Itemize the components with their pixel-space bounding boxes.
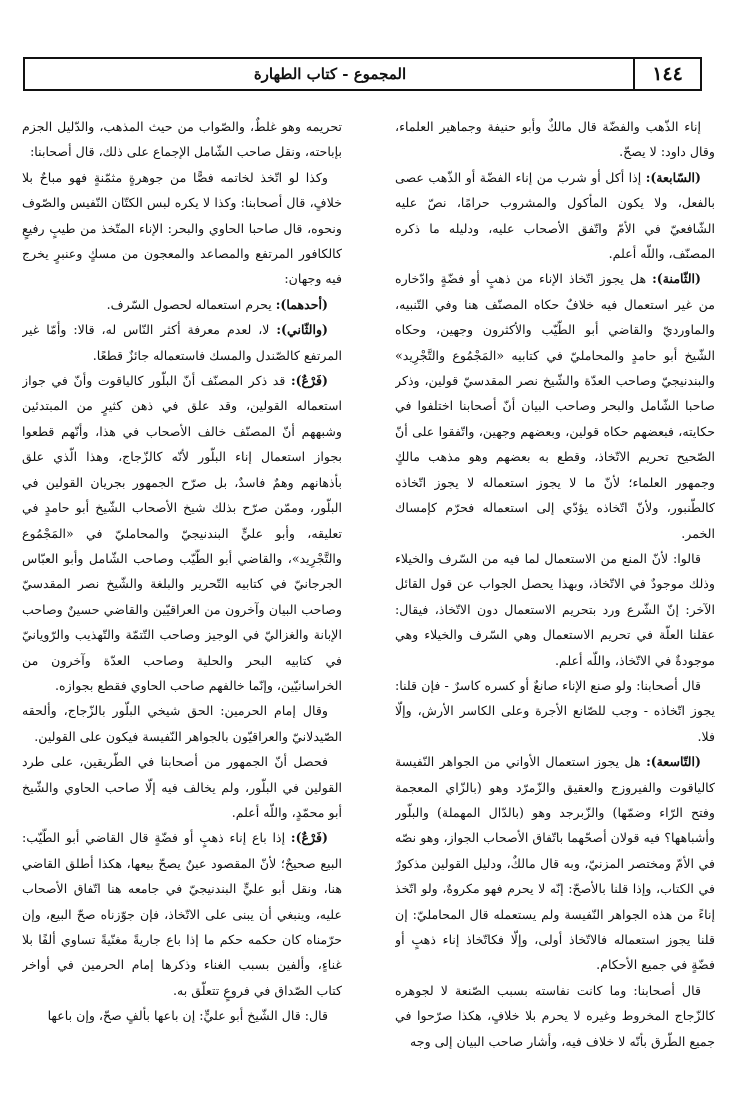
page-number: ١٤٤ [633,59,700,89]
section-label: (التّاسعة): [646,754,701,770]
paragraph-text: قال أصحابنا: وما كانت نفاسته بسبب الصّنعة لا لجوهره كالزّجاج المخروط وغيره لا يحرم بلا خلافٍ، هكذا صرّحوا في جميع الطّرق بأنّه لا خلاف فيه، وأشار صاحب البيان إلى وجه [395,982,715,1049]
paragraph [395,165,715,267]
paragraph-text: إذا باع إناء ذهبٍ أو فضّةٍ قال القاضي أبو الطّيّب: البيع صحيحٌ؛ لأنّ المقصود عينٌ يصحّ بيعها، هكذا أطلق القاضي هنا، ونقل أبو عليٍّ البندنيجيّ في جامعه هنا اتّفاق الأصحاب عليه، وينبغي أن يبنى على الاتّخاذ، فإن جوّزناه صحّ البيع، وإن حرّمناه كان حكمه حكم ما إذا باع جاريةً مغنّيةً تساوي ألفًا بلا غناءٍ، وألفين بسبب الغناء وذكرها إمام الحرمين في أواخر كتاب الصّداق في فروعٍ تتعلّق به. [22,830,342,998]
paragraph [22,317,342,368]
paragraph [22,698,342,749]
paragraph-text: يحرم استعماله لحصول السّرف. [106,296,272,312]
paragraph [395,114,715,165]
paragraph-text: إناء الذّهب والفضّة قال مالكٌ وأبو حنيفة وجماهير العلماء، وقال داود: لا يصحّ. [395,119,715,160]
section-label: (فَرْعٌ): [290,830,328,846]
running-title: المجموع - كتاب الطهارة [253,65,407,83]
paragraph-text: وقال إمام الحرمين: الحق شيخي البلّور بالزّجاج، وألحقه الصّيدلانيّ والعراقيّون بالجواهر النّفيسة فيكون على القولين. [22,703,342,744]
paragraph-text: فحصل أنّ الجمهور من أصحابنا في الطّريقين، على طرد القولين في البلّور، ولم يخالف فيه إلّا صاحب الحاوي والشّيخ أبو محمّدٍ، واللّه أعلم. [22,754,342,820]
paragraph-text: قال أصحابنا: ولو صنع الإناء صانعٌ أو كسره كاسرٌ - فإن قلنا: يجوز اتّخاذه - وجب للصّانع الأجرة وعلى الكاسر الأرش، وإلّا فلا. [395,677,715,744]
running-header [23,57,702,91]
paragraph [395,978,715,1054]
paragraph [22,749,342,825]
paragraph-text: وكذا لو اتّخذ لخاتمه فصًّا من جوهرةٍ مثمّنةٍ فهو مباحٌ بلا خلافٍ، قال أصحابنا: وكذا لا يكره لبس الكتّان النّفيس والصّوف ونحوه، قال صاحبا الحاوي والبحر: الإناء المتّخذ من طيبٍ رفيعٍ كالكافور المرتفع والمصاعد والمعجون من مسكٍ وعنبرٍ يخرج فيه وجهان: [22,169,342,287]
paragraph [22,165,342,292]
left-text-column [22,114,342,1104]
paragraph-text: قال: قال الشّيخ أبو عليٍّ: إن باعها بألفٍ صحّ، وإن باعها [47,1008,328,1024]
paragraph [395,546,715,673]
section-label: (أحدهما): [275,296,328,312]
section-label: (والثّاني): [276,322,328,338]
paragraph [22,368,342,698]
paragraph-text: لا، لعدم معرفة أكثر النّاس له، قالا: وأمّا غير المرتفع كالصّندل والمسك فاستعماله جائزٌ قطعًا. [22,322,342,363]
paragraph [395,673,715,749]
paragraph [22,825,342,1003]
paragraph [22,114,342,165]
paragraph [395,749,715,978]
paragraph-text: هل يجوز اتّخاذ الإناء من ذهبٍ أو فضّةٍ وادّخاره من غير استعمال فيه خلافٌ حكاه المصنّف هنا وفي التّنبيه، والماورديّ والقاضي أبو الطّيّب والأكثرون وجهين، وحكاه الشّيخ أبو حامدٍ والمحامليّ في كتابيه «المَجْمُوع والتَّجْرِيد» والبندنيجيّ وصاحب العدّة والشّيخ نصر المقدسيّ قولين، وذكر صاحبا الشّامل والبحر وصاحب البيان أنّ أصحابنا اختلفوا في حكايته، فبعضهم حكاه قولين، وبعضهم وجهين، واتّفقوا على أنّ الصّحيح تحريم الاتّخاذ، وقطع به بعضهم وهو مذهب مالكٍ وجمهور العلماء؛ لأنّ ما لا يجوز استعماله لا يجوز اتّخاذه كالطّنبور، ولأنّ اتّخاذه يؤدّي إلى استعماله فحرّم كإمساك الخمر. [395,271,715,541]
paragraph-text: قد ذكر المصنّف أنّ البلّور كالياقوت وأنّ في جواز استعماله القولين، وقد علق في ذهن كثيرٍ من المبتدئين وشبههم أنّ المصنّف خالف الأصحاب في هذا، وأنّهم قطعوا بجواز استعمال إناء البلّور لأنّه كالزّجاج، وهذا الّذي علق بأذهانهم وهمٌ فاسدٌ، بل صرّح الجمهور بجريان القولين في البلّور، وممّن صرّح بذلك شيخ الأصحاب الشّيخ أبو حامدٍ في تعليقه، وأبو عليٍّ البندنيجيّ والمحامليّ في «المَجْمُوع والتَّجْرِيد»، والقاضي أبو الطّيّب وصاحب الشّامل وأبو العبّاس الجرجانيّ في كتابيه التّحرير والبلغة والشّيخ نصر المقدسيّ وصاحب البيان وآخرون من العراقيّين والقاضي حسينٌ وصاحب الإبانة والغزاليّ في الوجيز وصاحب التّتمّة والتّهذيب والرّويانيّ في كتابيه البحر والحلية وصاحب العدّة وآخرون من الخراسانيّين، وإنّما خالفهم صاحب الحاوي فقطع بجوازه. [22,373,342,693]
paragraph [22,292,342,317]
section-label: (الثّامنة): [652,271,701,287]
section-label: (فَرْعٌ): [290,373,328,389]
paragraph-text: قالوا: لأنّ المنع من الاستعمال لما فيه من السّرف والخيلاء وذلك موجودٌ في الاتّخاذ، وبهذا يحصل الجواب عن قول القائل الآخر: إنّ الشّرع ورد بتحريم الاستعمال دون الاتّخاذ، فيقال: عقلنا العلّة في تحريم الاستعمال وهي السّرف والخيلاء وهي موجودةٌ في الاتّخاذ، واللّه أعلم. [395,550,715,668]
paragraph-text: تحريمه وهو غلطٌ، والصّواب من حيث المذهب، والدّليل الجزم بإباحته، ونقل صاحب الشّامل الإجماع على ذلك، قال أصحابنا: [22,119,342,160]
paragraph [395,266,715,545]
section-label: (السّابعة): [645,169,701,185]
paragraph-text: إذا أكل أو شرب من إناء الفضّة أو الذّهب عصى بالفعل، ولا يكون المأكول والمشروب حرامًا، نصّ عليه الشّافعيّ في الأمّ واتّفق الأصحاب عليه، ودليله ما ذكره المصنّف، واللّه أعلم. [395,169,715,262]
paragraph [22,1003,342,1028]
right-text-column [395,114,715,1104]
paragraph-text: هل يجوز استعمال الأواني من الجواهر النّفيسة كالياقوت والفيروزج والعقيق والزّمرّد وهو (بالزّاي المعجمة وفتح الرّاء وضمّها) والزّبرجد وهو (بالدّال المهملة) والبلّور وأشباهها؟ فيه قولان أصحّهما باتّفاق الأصحاب الجواز، وهو نصّه في الأمّ ومختصر المزنيّ، وبه قال مالكٌ، ودليل القولين مذكورٌ في الكتاب، وإذا قلنا بالأصحّ: إنّه لا يحرم فهو مكروهٌ، ولو اتّخذ إناءً من هذه الجواهر النّفيسة ولم يستعمله قال المحامليّ: إن قلنا يجوز استعماله فالاتّخاذ أولى، وإلّا فكاتّخاذ إناء ذهبٍ أو فضّةٍ في جميع الأحكام. [395,754,715,973]
